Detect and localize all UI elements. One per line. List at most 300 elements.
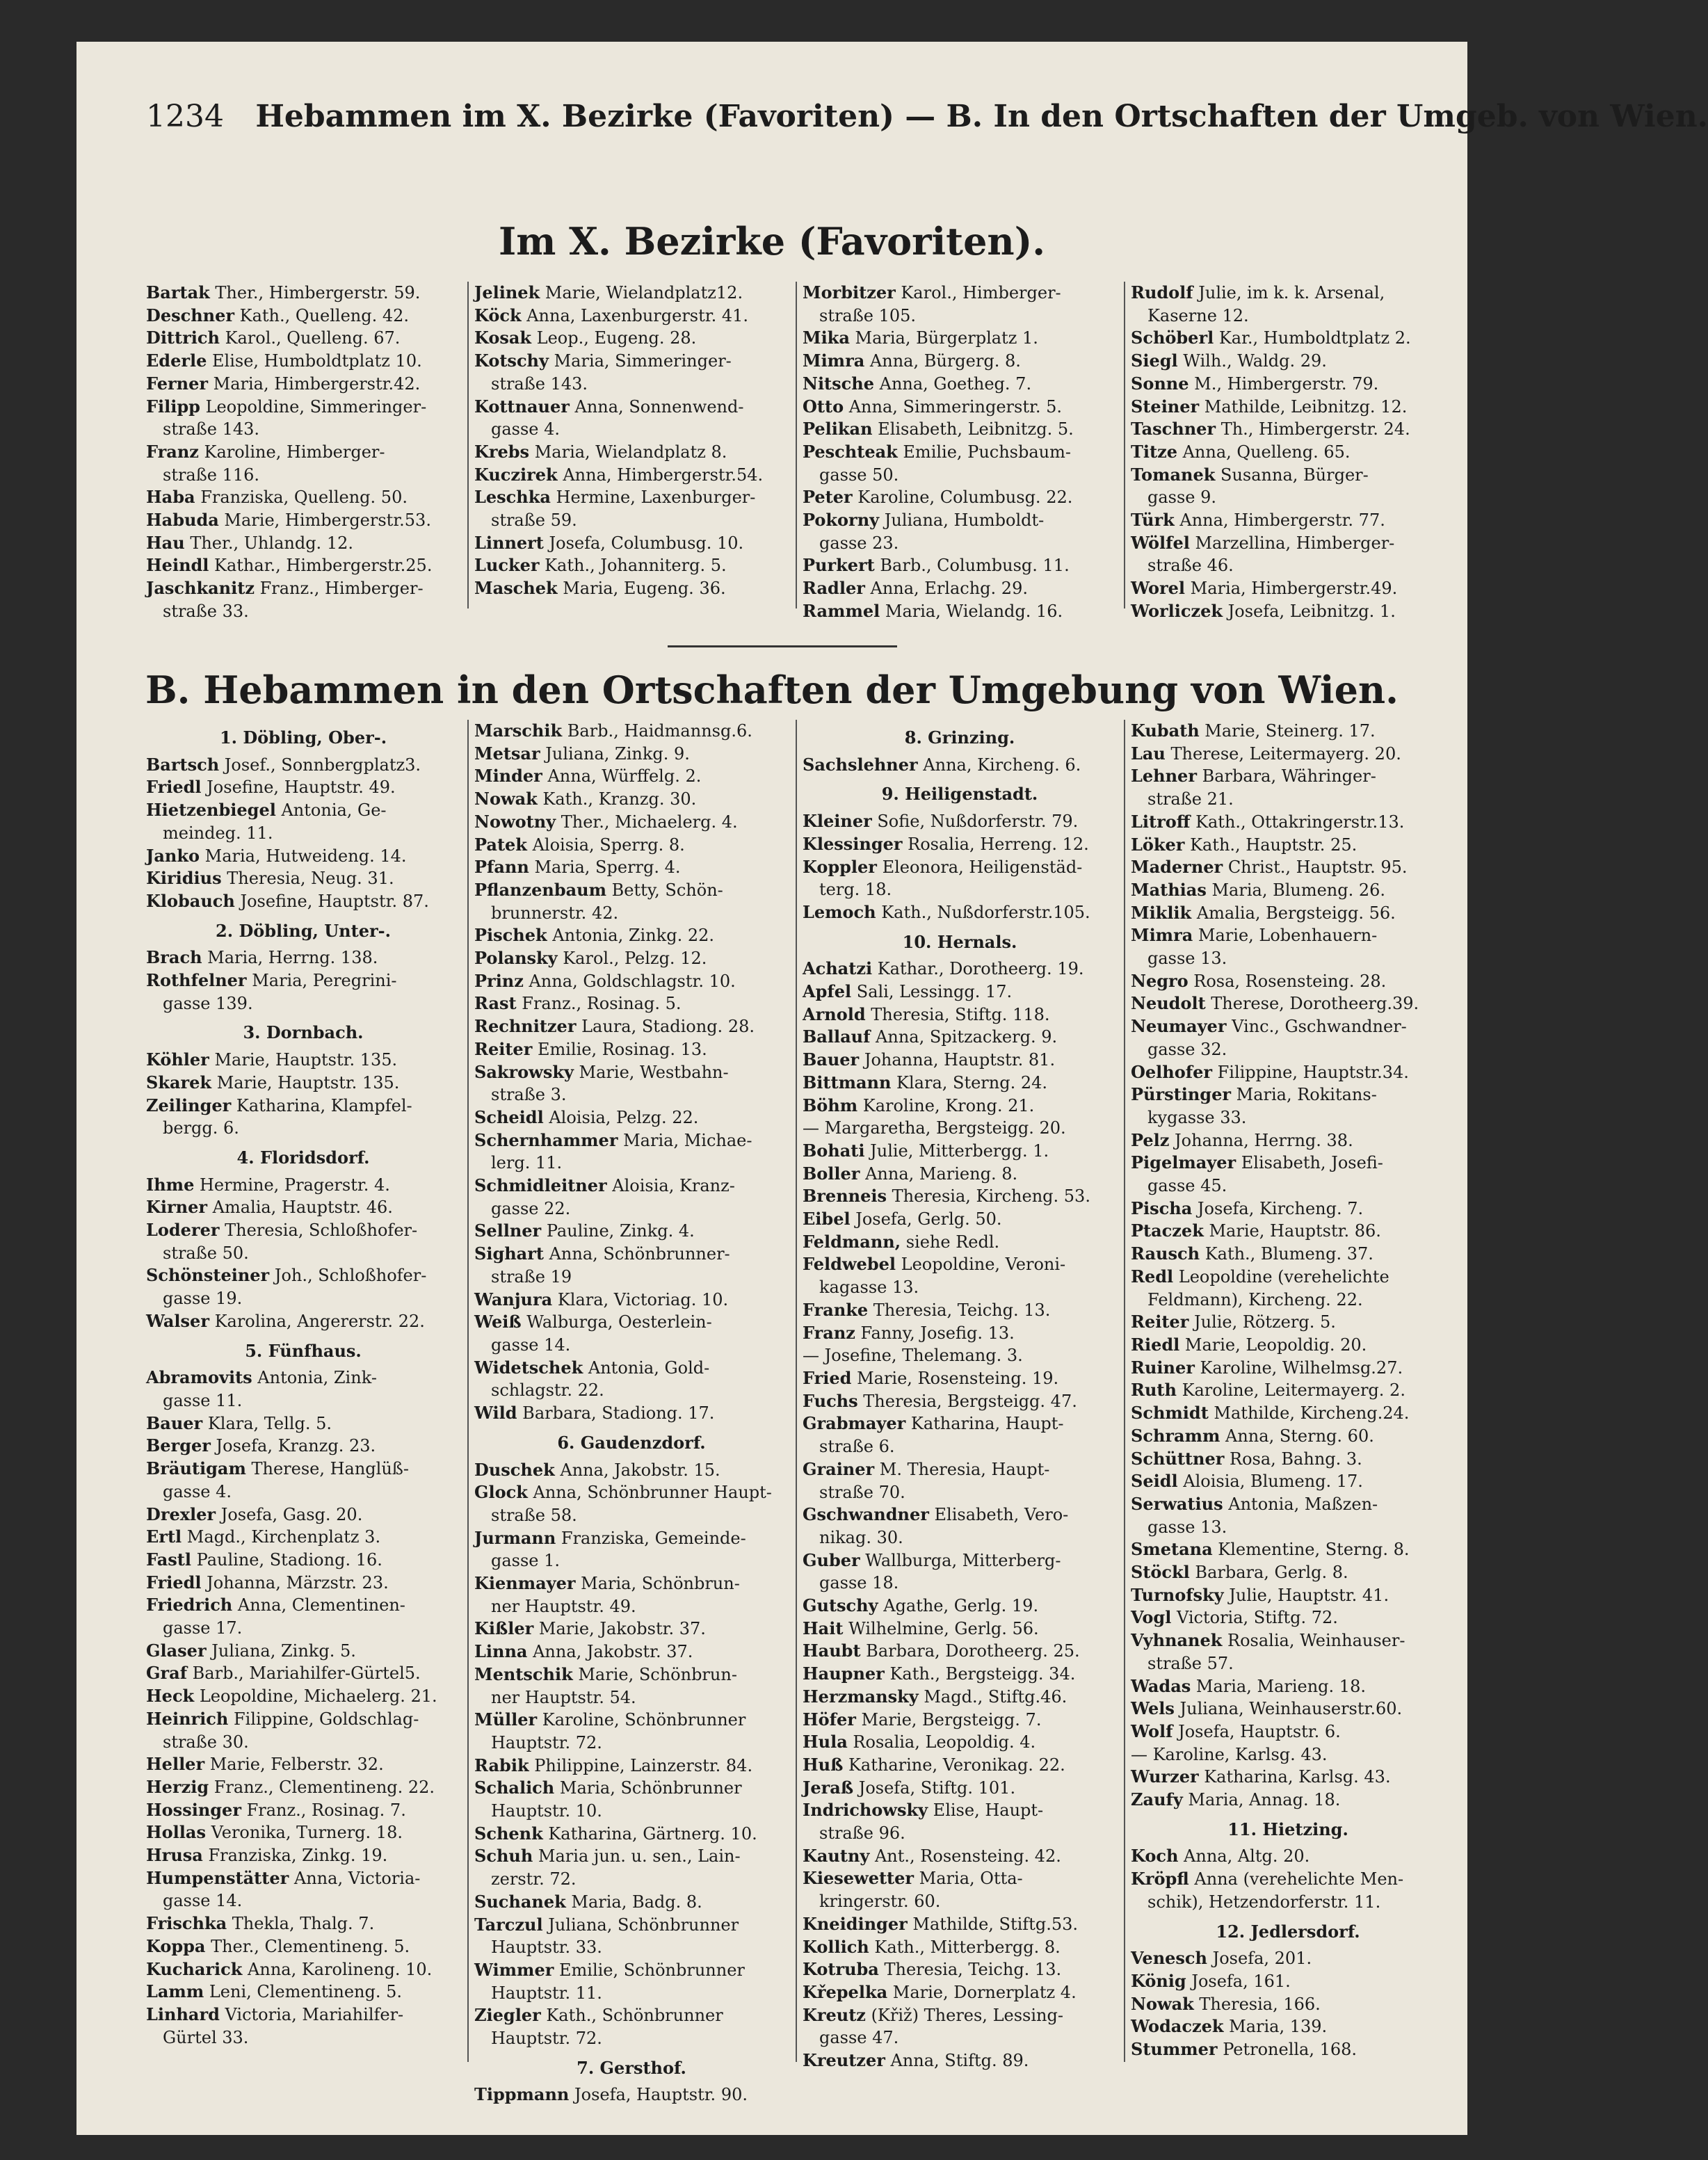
entry-continuation: nikag. 30. [819, 1527, 903, 1547]
entry-continuation: straße 50. [163, 1243, 249, 1263]
midwife-entry: Smetana Klementine, Sterng. 8. [1131, 1539, 1410, 1560]
midwife-entry: Schernhammer Maria, Michae- [474, 1129, 752, 1150]
surname: Weiß [474, 1312, 522, 1332]
section-b-column-2 [474, 720, 789, 2106]
surname: Riedl [1131, 1334, 1180, 1355]
midwife-entry: Nowotny Ther., Michaelerg. 4. [474, 811, 738, 832]
surname: Jaschkanitz [146, 578, 255, 599]
surname: Lucker [474, 555, 540, 576]
midwife-entry: Steiner Mathilde, Leibnitzg. 12. [1131, 396, 1408, 417]
surname: Feldwebel [803, 1254, 896, 1275]
surname: Patek [474, 834, 527, 855]
surname: Ziegler [474, 2005, 541, 2026]
midwife-entry: Pelikan Elisabeth, Leibnitzg. 5. [803, 419, 1074, 440]
surname: Peschteak [803, 441, 898, 462]
surname: Marschik [474, 720, 563, 741]
midwife-entry: Rothfelner Maria, Peregrini- [146, 970, 397, 991]
midwife-entry: Kißler Marie, Jakobstr. 37. [474, 1618, 706, 1639]
surname: Deschner [146, 305, 235, 325]
midwife-entry: Serwatius Antonia, Maßzen- [1131, 1493, 1378, 1514]
surname: Bauer [803, 1049, 860, 1070]
midwife-entry: Boller Anna, Marieng. 8. [803, 1163, 1018, 1184]
midwife-entry: Turnofsky Julie, Hauptstr. 41. [1131, 1584, 1389, 1605]
midwife-entry: Reiter Emilie, Rosinag. 13. [474, 1038, 707, 1059]
surname: Wimmer [474, 1959, 554, 1980]
midwife-entry: Nowak Theresia, 166. [1131, 1993, 1321, 2014]
midwife-entry: Venesch Josefa, 201. [1131, 1948, 1312, 1969]
entry-continuation: straße 30. [163, 1732, 249, 1752]
surname: Schenk [474, 1823, 543, 1844]
entry-continuation: Hauptstr. 11. [491, 1983, 602, 2003]
midwife-entry: Worel Maria, Himbergerstr.49. [1131, 578, 1398, 599]
midwife-entry: Miklik Amalia, Bergsteigg. 56. [1131, 902, 1396, 923]
midwife-entry: Stöckl Barbara, Gerlg. 8. [1131, 1562, 1348, 1583]
midwife-entry: Pelz Johanna, Herrng. 38. [1131, 1129, 1353, 1150]
midwife-entry: Titze Anna, Quelleng. 65. [1131, 441, 1351, 462]
surname: Sakrowsky [474, 1061, 574, 1082]
surname: Pischek [474, 925, 547, 946]
midwife-entry: Koppler Eleonora, Heiligenstäd- [803, 856, 1083, 877]
column-divider [1124, 282, 1125, 608]
surname: Skarek [146, 1072, 212, 1093]
midwife-entry: Nitsche Anna, Goetheg. 7. [803, 373, 1032, 394]
entry-continuation: bergg. 6. [163, 1118, 239, 1138]
entry-continuation: gasse 22. [491, 1198, 571, 1218]
midwife-entry: Wölfel Marzellina, Himberger- [1131, 532, 1395, 553]
midwife-entry: Maderner Christ., Hauptstr. 95. [1131, 857, 1408, 878]
entry-continuation: gasse 47. [819, 2028, 899, 2048]
midwife-entry: Kleiner Sofie, Nußdorferstr. 79. [803, 811, 1079, 832]
surname: Venesch [1131, 1948, 1207, 1969]
midwife-entry: Ruiner Karoline, Wilhelmsg.27. [1131, 1357, 1403, 1378]
surname: Minder [474, 766, 542, 787]
midwife-entry: Kautny Ant., Rosensteing. 42. [803, 1845, 1061, 1866]
surname: Kleiner [803, 811, 872, 832]
midwife-entry: Grabmayer Katharina, Haupt- [803, 1413, 1064, 1434]
midwife-entry: Gutschy Agathe, Gerlg. 19. [803, 1595, 1039, 1616]
surname: Schramm [1131, 1425, 1220, 1446]
district-heading: 8. Grinzing. [904, 727, 1015, 748]
surname: Kuczirek [474, 464, 558, 485]
surname: Friedrich [146, 1595, 233, 1615]
midwife-entry: Ballauf Anna, Spitzackerg. 9. [803, 1026, 1058, 1047]
section-b-column-1 [146, 720, 460, 2049]
midwife-entry: Kubath Marie, Steinerg. 17. [1131, 720, 1376, 741]
midwife-entry: Litroff Kath., Ottakringerstr.13. [1131, 811, 1405, 832]
midwife-entry: Scheidl Aloisia, Pelzg. 22. [474, 1106, 699, 1127]
midwife-entry: Ptaczek Marie, Hauptstr. 86. [1131, 1220, 1381, 1241]
midwife-entry: Siegl Wilh., Waldg. 29. [1131, 350, 1327, 371]
surname: Pigelmayer [1131, 1152, 1236, 1173]
surname: Ederle [146, 350, 207, 371]
surname: Türk [1131, 510, 1175, 531]
midwife-entry: Wimmer Emilie, Schönbrunner [474, 1959, 745, 1980]
midwife-entry: Eibel Josefa, Gerlg. 50. [803, 1209, 1002, 1230]
surname: Brach [146, 947, 202, 968]
surname: Friedl [146, 1572, 202, 1593]
surname: Titze [1131, 441, 1177, 462]
midwife-entry: Ihme Hermine, Pragerstr. 4. [146, 1174, 390, 1195]
midwife-entry: Friedrich Anna, Clementinen- [146, 1595, 405, 1615]
surname: Sachslehner [803, 754, 918, 775]
entry-continuation: Hauptstr. 10. [491, 1801, 602, 1821]
entry-continuation: lerg. 11. [491, 1153, 563, 1173]
midwife-entry: Rabik Philippine, Lainzerstr. 84. [474, 1755, 753, 1775]
midwife-entry: Fastl Pauline, Stadiong. 16. [146, 1549, 382, 1570]
district-heading: 9. Heiligenstadt. [881, 784, 1038, 805]
surname: Drexler [146, 1504, 216, 1524]
midwife-entry: Tomanek Susanna, Bürger- [1131, 464, 1369, 485]
surname: Jeraß [803, 1777, 854, 1798]
surname: Polansky [474, 948, 558, 969]
surname: Koch [1131, 1846, 1179, 1867]
surname: Pokorny [803, 510, 880, 531]
midwife-entry: Schalich Maria, Schönbrunner [474, 1778, 742, 1798]
surname: Pelz [1131, 1129, 1170, 1150]
surname: Bräutigam [146, 1458, 246, 1479]
entry-continuation: straße 143. [163, 419, 260, 440]
entry-continuation: Kaserne 12. [1147, 305, 1249, 325]
entry-continuation: gasse 14. [163, 1891, 243, 1911]
midwife-entry: Morbitzer Karol., Himberger- [803, 282, 1061, 303]
midwife-entry: Jurmann Franziska, Gemeinde- [474, 1527, 746, 1548]
surname: Heindl [146, 555, 209, 576]
midwife-entry: Frischka Thekla, Thalg. 7. [146, 1913, 375, 1934]
midwife-entry: Kneidinger Mathilde, Stiftg.53. [803, 1913, 1078, 1934]
entry-continuation: terg. 18. [819, 880, 892, 900]
entry-continuation: ner Hauptstr. 49. [491, 1596, 636, 1616]
surname: Schöberl [1131, 328, 1214, 348]
surname: Scheidl [474, 1106, 544, 1127]
surname: Haba [146, 487, 195, 508]
surname: Zeilinger [146, 1095, 232, 1115]
entry-continuation: straße 116. [163, 465, 260, 485]
midwife-entry: Heller Marie, Felberstr. 32. [146, 1754, 384, 1775]
surname: Taschner [1131, 419, 1216, 440]
entry-continuation: straße 46. [1147, 556, 1234, 576]
midwife-entry: Purkert Barb., Columbusg. 11. [803, 555, 1070, 576]
surname: Haupner [803, 1663, 885, 1684]
entry-continuation: gasse 45. [1147, 1176, 1227, 1196]
midwife-entry: Sellner Pauline, Zinkg. 4. [474, 1220, 695, 1241]
midwife-entry: Wanjura Klara, Victoriag. 10. [474, 1289, 729, 1309]
midwife-entry: Sighart Anna, Schönbrunner- [474, 1243, 730, 1264]
surname: Filipp [146, 396, 200, 417]
surname: Rausch [1131, 1243, 1200, 1264]
surname: Ptaczek [1131, 1220, 1204, 1241]
midwife-entry: Bauer Johanna, Hauptstr. 81. [803, 1049, 1056, 1070]
entry-continuation: gasse 14. [491, 1335, 571, 1355]
entry-continuation: straße 6. [819, 1437, 895, 1457]
entry-continuation: gasse 19. [163, 1289, 243, 1309]
entry-continuation: gasse 32. [1147, 1039, 1227, 1059]
district-heading: 4. Floridsdorf. [236, 1147, 370, 1168]
midwife-entry: Wodaczek Maria, 139. [1131, 2016, 1328, 2037]
surname: Maschek [474, 578, 558, 599]
midwife-entry: Jelinek Marie, Wielandplatz12. [474, 282, 743, 303]
section-a-column-1 [146, 282, 460, 623]
midwife-entry: Neumayer Vinc., Gschwandner- [1131, 1016, 1407, 1037]
surname: Schüttner [1131, 1448, 1225, 1469]
surname: Löker [1131, 834, 1185, 855]
entry-continuation: straße 105. [819, 305, 917, 325]
section-divider [668, 645, 897, 647]
surname: Sighart [474, 1243, 544, 1264]
surname: Metsar [474, 743, 540, 764]
surname: Müller [474, 1709, 538, 1730]
district-heading: 2. Döbling, Unter-. [216, 920, 391, 941]
section-b-column-3 [803, 720, 1117, 2072]
surname: Koppa [146, 1935, 206, 1956]
surname: Glock [474, 1482, 528, 1503]
midwife-entry: Bräutigam Therese, Hanglüß- [146, 1458, 409, 1479]
surname: Otto [803, 396, 844, 417]
surname: Fried [803, 1367, 852, 1388]
surname: Kiridius [146, 868, 222, 889]
entry-continuation: straße 21. [1147, 789, 1234, 809]
surname: Kotruba [803, 1959, 879, 1980]
surname: Negro [1131, 970, 1189, 991]
midwife-entry: Schönsteiner Joh., Schloßhofer- [146, 1265, 427, 1286]
midwife-entry: Kotruba Theresia, Teichg. 13. [803, 1959, 1062, 1980]
midwife-entry: Koch Anna, Altg. 20. [1131, 1846, 1310, 1867]
midwife-entry: Schöberl Kar., Humboldtplatz 2. [1131, 328, 1411, 348]
midwife-entry: Neudolt Therese, Dorotheerg.39. [1131, 993, 1419, 1014]
midwife-entry: Ziegler Kath., Schönbrunner [474, 2005, 723, 2026]
midwife-entry: Peschteak Emilie, Puchsbaum- [803, 441, 1071, 462]
midwife-entry: Tarczul Juliana, Schönbrunner [474, 1914, 739, 1935]
midwife-entry: Löker Kath., Hauptstr. 25. [1131, 834, 1357, 855]
surname: Bartsch [146, 754, 220, 775]
surname: Siegl [1131, 350, 1178, 371]
entry-continuation: straße 143. [491, 373, 588, 394]
midwife-entry: Kröpfl Anna (verehelichte Men- [1131, 1869, 1404, 1889]
midwife-entry: Kosak Leop., Eugeng. 28. [474, 328, 697, 348]
surname: Janko [146, 845, 200, 866]
midwife-entry: Kreutzer Anna, Stiftg. 89. [803, 2050, 1029, 2071]
surname: Arnold [803, 1004, 866, 1024]
surname: Oelhofer [1131, 1061, 1212, 1082]
midwife-entry: Bohati Julie, Mitterbergg. 1. [803, 1140, 1049, 1161]
midwife-entry: Klessinger Rosalia, Herreng. 12. [803, 833, 1089, 854]
midwife-entry: Habuda Marie, Himbergerstr.53. [146, 510, 431, 531]
midwife-entry: Franz Karoline, Himberger- [146, 441, 385, 462]
surname: Wurzer [1131, 1766, 1199, 1787]
midwife-entry: Friedl Josefine, Hauptstr. 49. [146, 777, 396, 798]
midwife-entry: Pflanzenbaum Betty, Schön- [474, 879, 723, 900]
surname: Feldmann, [803, 1231, 901, 1252]
surname: Tomanek [1131, 464, 1216, 485]
entry-continuation: straße 57. [1147, 1653, 1234, 1673]
surname: Brenneis [803, 1186, 887, 1207]
section-b-column-4 [1131, 720, 1445, 2061]
midwife-entry: Schuh Maria jun. u. sen., Lain- [474, 1846, 741, 1867]
surname: Kollich [803, 1936, 869, 1957]
midwife-entry: Ederle Elise, Humboldtplatz 10. [146, 350, 422, 371]
surname: Ertl [146, 1526, 182, 1547]
surname: Achatzi [803, 958, 873, 979]
surname: Ballauf [803, 1026, 871, 1047]
section-a-title: Im X. Bezirke (Favoriten). [498, 219, 1046, 264]
surname: Mika [803, 328, 850, 348]
surname: Lau [1131, 743, 1166, 764]
surname: Rabik [474, 1755, 529, 1775]
district-heading: 11. Hietzing. [1227, 1819, 1348, 1839]
midwife-entry: Taschner Th., Himbergerstr. 24. [1131, 419, 1410, 440]
midwife-entry: Vyhnanek Rosalia, Weinhauser- [1131, 1630, 1405, 1651]
surname: Friedl [146, 777, 202, 798]
surname: Humpenstätter [146, 1867, 289, 1888]
midwife-entry: Guber Wallburga, Mitterberg- [803, 1549, 1061, 1570]
surname: Kotschy [474, 350, 549, 371]
midwife-entry: Loderer Theresia, Schloßhofer- [146, 1220, 418, 1241]
midwife-entry: Pokorny Juliana, Humboldt- [803, 510, 1045, 531]
entry-continuation: gasse 17. [163, 1618, 243, 1638]
midwife-entry: Heindl Kathar., Himbergerstr.25. [146, 555, 433, 576]
midwife-entry: Bauer Klara, Tellg. 5. [146, 1412, 332, 1433]
surname: Guber [803, 1549, 860, 1570]
surname: Pflanzenbaum [474, 879, 607, 900]
district-heading: 12. Jedlersdorf. [1216, 1921, 1360, 1942]
entry-continuation: straße 70. [819, 1482, 905, 1502]
midwife-entry: Klobauch Josefine, Hauptstr. 87. [146, 890, 429, 911]
surname: Grabmayer [803, 1413, 906, 1434]
surname: Morbitzer [803, 282, 896, 303]
surname: Sonne [1131, 373, 1189, 394]
midwife-entry: Haubt Barbara, Dorotheerg. 25. [803, 1641, 1080, 1661]
midwife-entry: Indrichowsky Elise, Haupt- [803, 1800, 1044, 1821]
midwife-entry: Kuczirek Anna, Himbergerstr.54. [474, 464, 764, 485]
midwife-entry: Hula Rosalia, Leopoldig. 4. [803, 1732, 1036, 1752]
midwife-entry: Grainer M. Theresia, Haupt- [803, 1458, 1050, 1479]
entry-continuation: schlagstr. 22. [491, 1380, 604, 1401]
midwife-entry: Patek Aloisia, Sperrg. 8. [474, 834, 685, 855]
surname: Miklik [1131, 902, 1192, 923]
midwife-entry: Höfer Marie, Bergsteigg. 7. [803, 1709, 1042, 1730]
surname: Wodaczek [1131, 2016, 1224, 2037]
surname: Maderner [1131, 857, 1223, 878]
entry-continuation: straße 19 [491, 1266, 572, 1287]
midwife-entry: Negro Rosa, Rosensteing. 28. [1131, 970, 1387, 991]
surname: Hula [803, 1732, 848, 1752]
column-divider [796, 720, 797, 2062]
surname: Franke [803, 1299, 869, 1320]
surname: Huß [803, 1754, 844, 1775]
surname: Herzig [146, 1776, 209, 1797]
district-heading: 7. Gersthof. [577, 2057, 686, 2078]
midwife-entry: Hollas Veronika, Turnerg. 18. [146, 1822, 403, 1843]
entry-continuation: zerstr. 72. [491, 1869, 577, 1889]
midwife-entry: Brach Maria, Herrng. 138. [146, 947, 378, 968]
midwife-entry: Heck Leopoldine, Michaelerg. 21. [146, 1686, 437, 1707]
surname: Radler [803, 578, 865, 599]
surname: Duschek [474, 1459, 555, 1480]
midwife-entry: Tippmann Josefa, Hauptstr. 90. [474, 2084, 748, 2105]
midwife-entry: Widetschek Antonia, Gold- [474, 1357, 710, 1378]
midwife-entry: Fried Marie, Rosensteing. 19. [803, 1367, 1059, 1388]
surname: Worel [1131, 578, 1186, 599]
entry-continuation: schik), Hetzendorferstr. 11. [1147, 1892, 1381, 1912]
entry-continuation: Feldmann), Kircheng. 22. [1147, 1289, 1363, 1309]
midwife-entry: Pischek Antonia, Zinkg. 22. [474, 925, 714, 946]
surname: Nitsche [803, 373, 874, 394]
surname: Stöckl [1131, 1562, 1190, 1583]
entry-continuation: kagasse 13. [819, 1278, 919, 1298]
midwife-entry: Kreutz (Křiž) Theres, Lessing- [803, 2004, 1063, 2025]
surname: Litroff [1131, 811, 1191, 832]
surname: Apfel [803, 981, 852, 1002]
surname: Heller [146, 1754, 205, 1775]
surname: Kirner [146, 1197, 207, 1218]
surname: Linnert [474, 532, 544, 553]
midwife-entry: Hossinger Franz., Rosinag. 7. [146, 1799, 406, 1820]
surname: Ruth [1131, 1380, 1177, 1401]
midwife-entry: Jeraß Josefa, Stiftg. 101. [803, 1777, 1016, 1798]
entry-continuation: gasse 4. [491, 419, 561, 440]
surname: Nowotny [474, 811, 556, 832]
midwife-entry: Maschek Maria, Eugeng. 36. [474, 578, 726, 599]
entry-continuation: Hauptstr. 33. [491, 1937, 602, 1958]
surname: Berger [146, 1435, 211, 1456]
midwife-entry: Linnert Josefa, Columbusg. 10. [474, 532, 744, 553]
surname: Franz [803, 1322, 855, 1343]
surname: Reiter [474, 1038, 533, 1059]
midwife-entry: Bittmann Klara, Sterng. 24. [803, 1072, 1048, 1093]
column-divider [1124, 720, 1125, 2062]
surname: Dittrich [146, 328, 220, 348]
midwife-entry: Heinrich Filippine, Goldschlag- [146, 1708, 419, 1729]
district-heading: 6. Gaudenzdorf. [557, 1432, 706, 1453]
midwife-entry: Kotschy Maria, Simmeringer- [474, 350, 732, 371]
surname: Wild [474, 1403, 517, 1424]
surname: Turnofsky [1131, 1584, 1224, 1605]
surname: Hossinger [146, 1799, 241, 1820]
midwife-entry: Mentschik Marie, Schönbrun- [474, 1663, 737, 1684]
midwife-entry: Zeilinger Katharina, Klampfel- [146, 1095, 412, 1115]
midwife-entry: Jaschkanitz Franz., Himberger- [146, 578, 424, 599]
midwife-entry: Deschner Kath., Quelleng. 42. [146, 305, 410, 325]
midwife-entry: Bartak Ther., Himbergerstr. 59. [146, 282, 421, 303]
surname: Peter [803, 487, 853, 508]
midwife-entry: Duschek Anna, Jakobstr. 15. [474, 1459, 720, 1480]
surname: Böhm [803, 1095, 858, 1115]
surname: Haubt [803, 1641, 861, 1661]
column-divider [467, 720, 469, 2062]
midwife-entry: Apfel Sali, Lessingg. 17. [803, 981, 1013, 1002]
surname: Ihme [146, 1174, 195, 1195]
midwife-entry: Skarek Marie, Hauptstr. 135. [146, 1072, 400, 1093]
midwife-entry: Minder Anna, Würffelg. 2. [474, 766, 702, 787]
surname: Leschka [474, 487, 551, 508]
entry-continuation: gasse 13. [1147, 1517, 1227, 1537]
midwife-entry: Lamm Leni, Clementineng. 5. [146, 1981, 402, 2002]
surname: Gutschy [803, 1595, 878, 1616]
midwife-entry: Weiß Walburga, Oesterlein- [474, 1312, 712, 1332]
surname: Tarczul [474, 1914, 543, 1935]
surname: Kreutz [803, 2004, 866, 2025]
surname: Hau [146, 532, 185, 553]
midwife-entry: Suchanek Maria, Badg. 8. [474, 1891, 702, 1912]
surname: Serwatius [1131, 1493, 1223, 1514]
surname: Lemoch [803, 901, 876, 922]
surname: Kautny [803, 1845, 870, 1866]
midwife-entry: Berger Josefa, Kranzg. 23. [146, 1435, 376, 1456]
midwife-entry: Filipp Leopoldine, Simmeringer- [146, 396, 427, 417]
surname: Wels [1131, 1698, 1175, 1719]
district-heading: 3. Dornbach. [243, 1022, 364, 1043]
midwife-entry: Hau Ther., Uhlandg. 12. [146, 532, 353, 553]
surname: König [1131, 1970, 1186, 1991]
